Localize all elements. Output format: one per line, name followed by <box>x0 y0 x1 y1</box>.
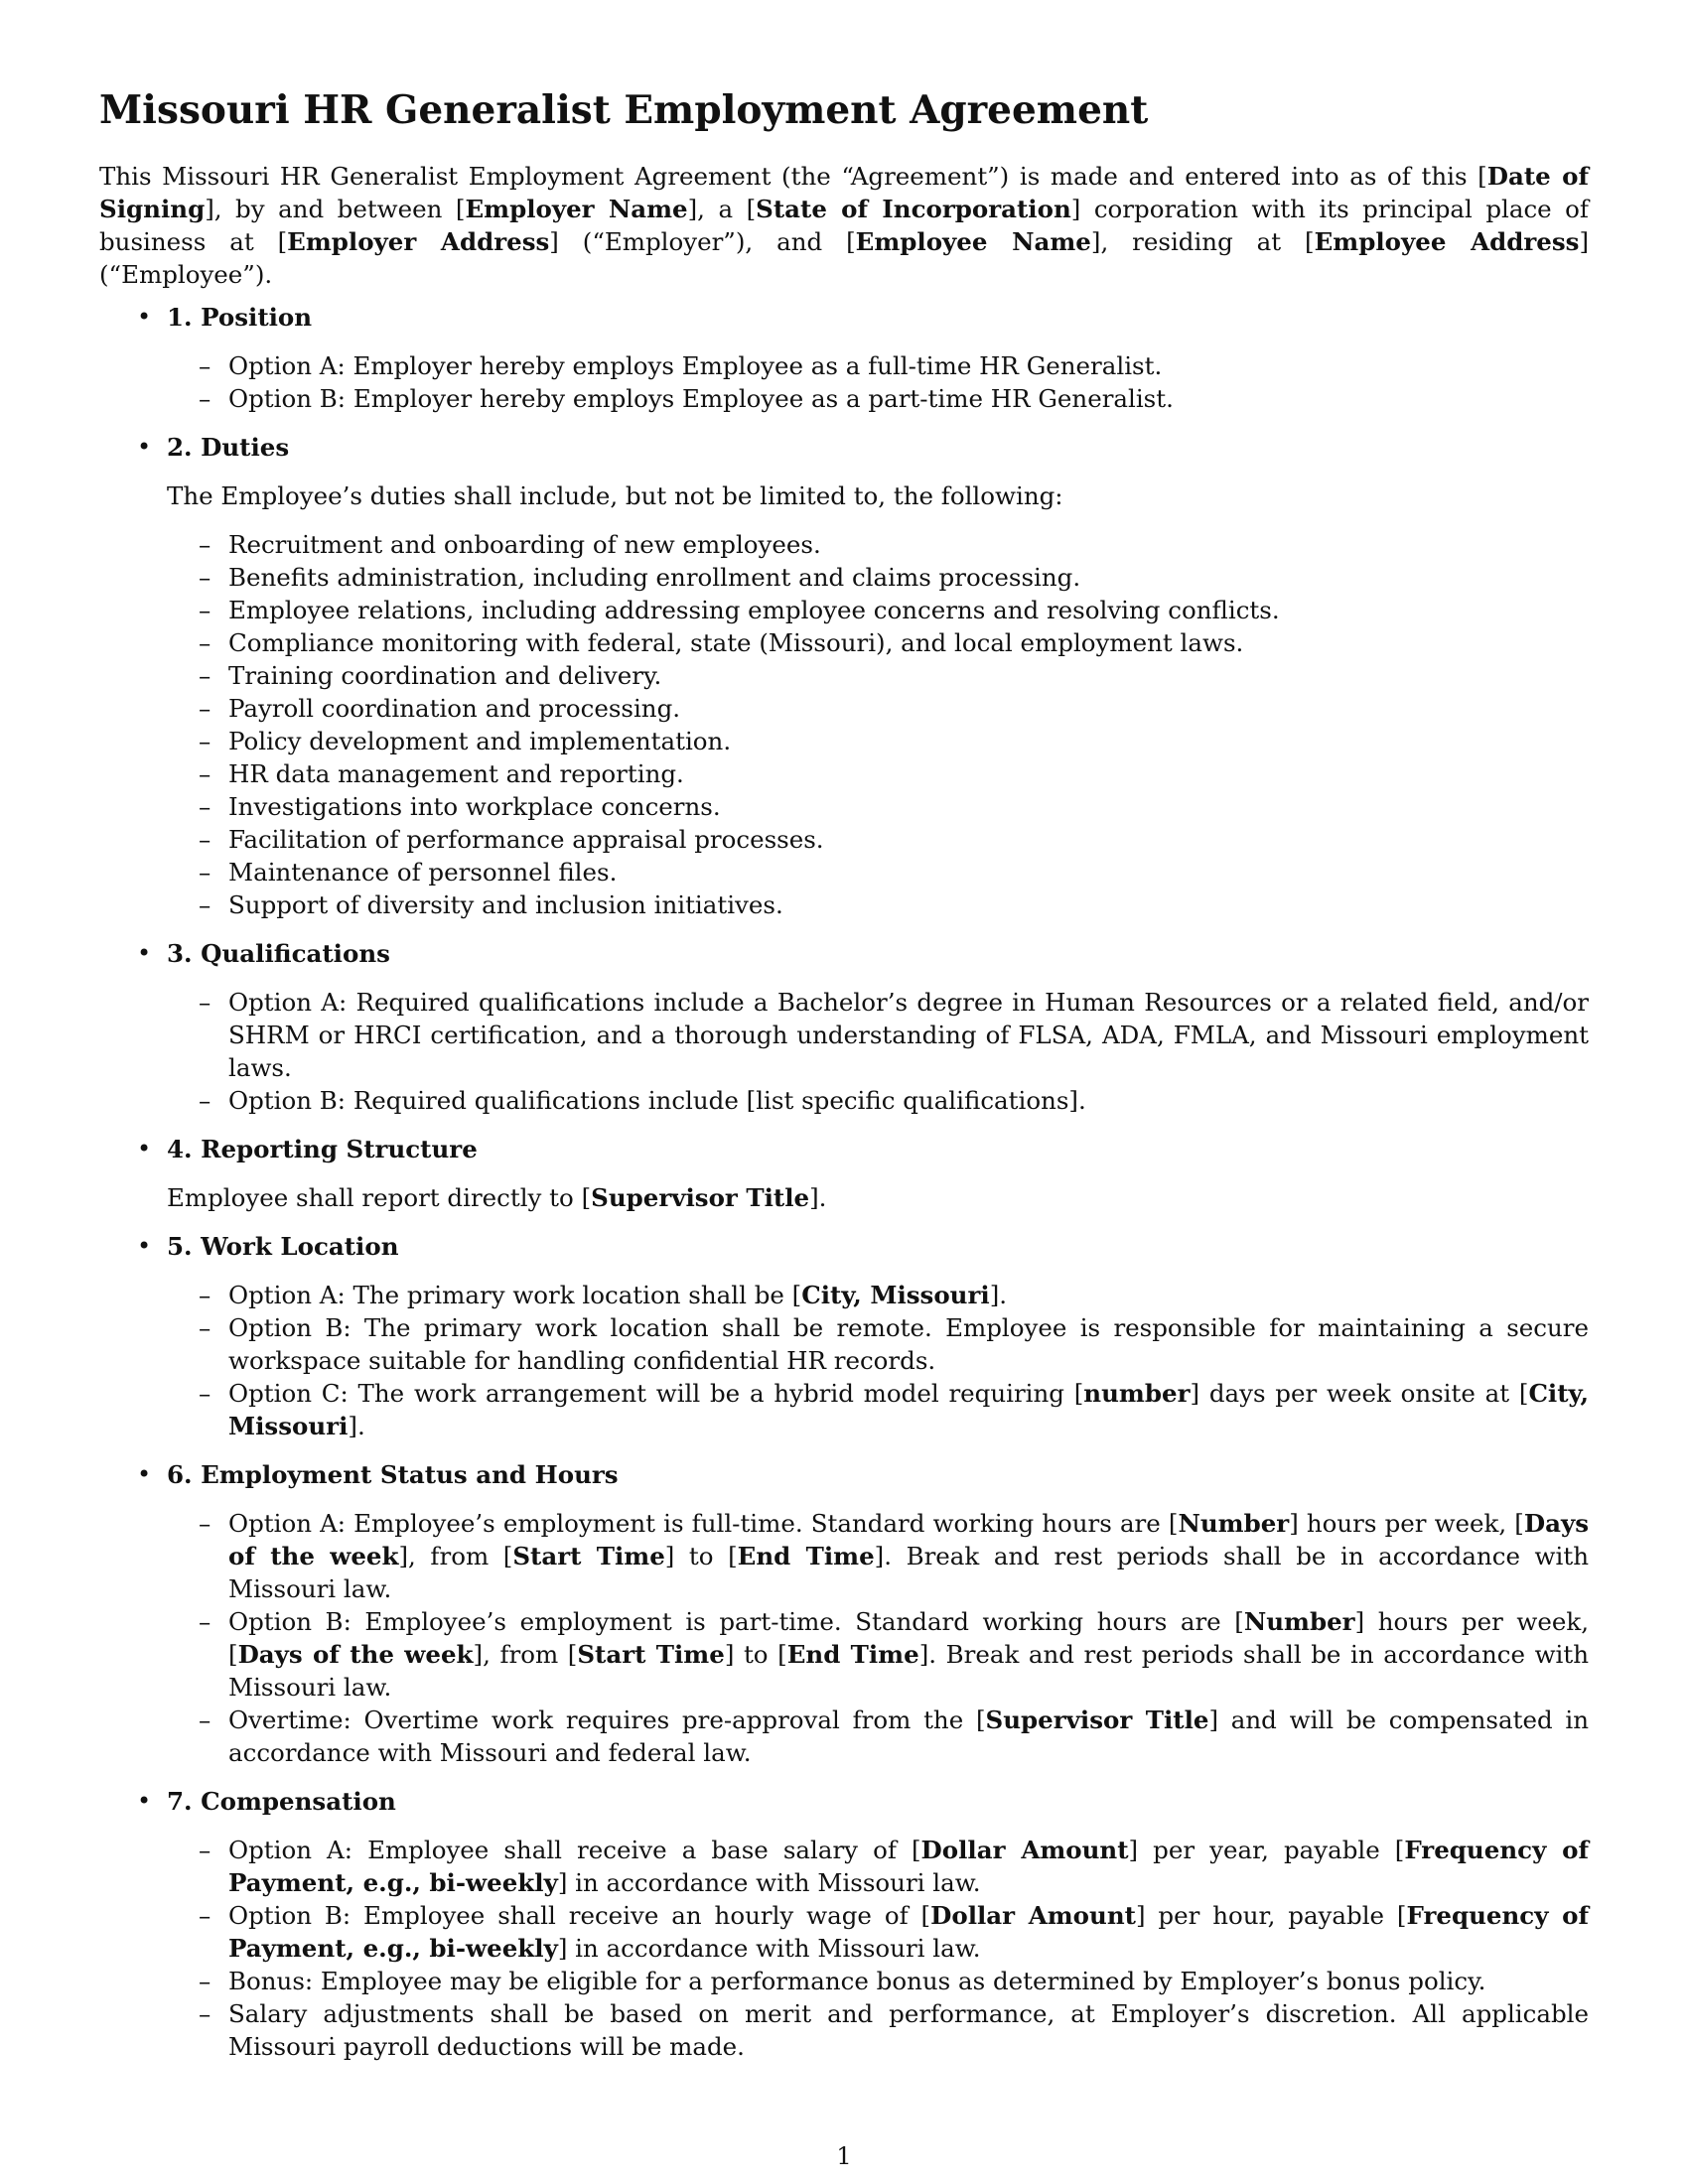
list-item <box>167 349 1589 382</box>
section <box>99 937 1589 1117</box>
text-run: ], from [ <box>473 1639 578 1669</box>
page-number: 1 <box>836 2142 852 2170</box>
text-run: ] hours per week, [ <box>1289 1508 1524 1538</box>
placeholder-field: Employer Name <box>465 194 688 223</box>
text-run: ], a [ <box>687 194 757 223</box>
dash-icon: – <box>199 987 211 1017</box>
text-run: Payroll coordination and processing. <box>228 693 681 723</box>
dash-icon: – <box>199 1280 211 1309</box>
text-run: ]. <box>348 1411 365 1440</box>
placeholder-field: Start Time <box>512 1541 665 1570</box>
dash-icon: – <box>199 1835 211 1864</box>
text-run: Option A: Employer hereby employs Employee as a full-time HR Generalist. <box>228 350 1163 380</box>
text-run: Investigations into workplace concerns. <box>228 791 721 821</box>
list-item <box>167 528 1589 561</box>
list-item <box>167 1704 1589 1769</box>
list-item <box>167 1311 1589 1377</box>
text-run: Maintenance of personnel files. <box>228 857 618 887</box>
placeholder-field: Dollar Amount <box>920 1835 1129 1864</box>
dash-icon: – <box>199 1998 211 2028</box>
sub-list <box>167 1507 1589 1769</box>
section <box>99 1133 1589 1214</box>
text-run: Benefits administration, including enrollment and claims processing. <box>228 562 1081 592</box>
placeholder-field: Start Time <box>577 1639 725 1669</box>
dash-icon: – <box>199 791 211 821</box>
dash-icon: – <box>199 562 211 592</box>
list-item <box>167 1084 1589 1117</box>
text-run: Option A: The primary work location shall be [ <box>228 1280 802 1309</box>
text-run: The Employee’s duties shall include, but not be limited to, the following: <box>167 480 1063 510</box>
placeholder-field: Dollar Amount <box>930 1900 1136 1930</box>
bullet-icon: • <box>137 1786 152 1815</box>
list-item <box>167 888 1589 921</box>
text-run: ] (“Employee”). <box>99 226 1589 289</box>
text-run: ], by and between [ <box>205 194 466 223</box>
dash-icon: – <box>199 1606 211 1636</box>
text-run: ] hours per week, [ <box>228 1606 1589 1669</box>
dash-icon: – <box>199 383 211 413</box>
text-run: ]. Break and rest periods shall be in accordance with Missouri law. <box>228 1541 1589 1603</box>
list-item <box>167 823 1589 856</box>
section <box>99 301 1589 415</box>
list-item <box>167 1899 1589 1965</box>
text-run: Policy development and implementation. <box>228 726 732 755</box>
dash-icon: – <box>199 889 211 919</box>
list-item <box>167 856 1589 888</box>
section-title: 1. Position <box>167 302 313 332</box>
section-text <box>167 1181 1589 1214</box>
placeholder-field: Number <box>1243 1606 1355 1636</box>
sub-list <box>167 528 1589 921</box>
list-item <box>167 561 1589 594</box>
dash-icon: – <box>199 350 211 380</box>
bullet-icon: • <box>137 1134 152 1162</box>
text-run: ] and will be compensated in accordance with Missouri and federal law. <box>228 1705 1590 1767</box>
section-title: 3. Qualifications <box>167 938 390 968</box>
document-page <box>99 87 1589 2079</box>
list-item <box>167 659 1589 692</box>
section <box>99 431 1589 921</box>
text-run: HR data management and reporting. <box>228 758 684 788</box>
text-run: ]. <box>989 1280 1008 1309</box>
placeholder-field: number <box>1083 1378 1191 1408</box>
list-item <box>167 1377 1589 1442</box>
section <box>99 1230 1589 1442</box>
section-title: 2. Duties <box>167 432 290 462</box>
list-item <box>167 725 1589 757</box>
placeholder-field: Employee Name <box>855 226 1091 256</box>
list-item <box>167 1605 1589 1704</box>
text-run: Compliance monitoring with federal, state (Missouri), and local employment laws. <box>228 627 1244 657</box>
placeholder-field: Frequency of Payment, e.g., bi-weekly <box>228 1835 1589 1897</box>
list-item <box>167 594 1589 626</box>
dash-icon: – <box>199 693 211 723</box>
dash-icon: – <box>199 1966 211 1995</box>
dash-icon: – <box>199 660 211 690</box>
list-item <box>167 757 1589 790</box>
section-title: 6. Employment Status and Hours <box>167 1459 619 1489</box>
text-run: ] in accordance with Missouri law. <box>557 1867 981 1897</box>
text-run: ] (“Employer”), and [ <box>549 226 856 256</box>
text-run: ]. Break and rest periods shall be in accordance with Missouri law. <box>228 1639 1590 1702</box>
list-item <box>167 790 1589 823</box>
text-run: Option C: The work arrangement will be a hybrid model requiring [ <box>228 1378 1084 1408</box>
placeholder-field: City, Missouri <box>228 1378 1589 1440</box>
text-run: Option A: Required qualifications include a Bachelor’s degree in Human Resources or a related field, and/or SHRM or HRCI certification, and a thorough understanding of FLSA, ADA, FMLA, and Missouri employment laws. <box>228 987 1589 1082</box>
sub-list <box>167 1279 1589 1442</box>
text-run: Employee relations, including addressing employee concerns and resolving conflicts. <box>228 595 1280 624</box>
sub-list <box>167 986 1589 1117</box>
text-run: Bonus: Employee may be eligible for a performance bonus as determined by Employer’s bonus policy. <box>228 1966 1486 1995</box>
bullet-icon: • <box>137 1459 152 1488</box>
text-run: Option B: Employee’s employment is part-time. Standard working hours are [ <box>228 1606 1244 1636</box>
document-title: Missouri HR Generalist Employment Agreement <box>99 87 1149 133</box>
section <box>99 1458 1589 1769</box>
text-run: ] per year, payable [ <box>1128 1835 1405 1864</box>
text-run: Training coordination and delivery. <box>228 660 662 690</box>
sections-container <box>99 301 1589 2063</box>
bullet-icon: • <box>137 432 152 461</box>
list-item <box>167 692 1589 725</box>
placeholder-field: Employee Address <box>1314 226 1580 256</box>
text-run: Option B: Employee shall receive an hourly wage of [ <box>228 1900 931 1930</box>
placeholder-field: Supervisor Title <box>591 1182 810 1212</box>
dash-icon: – <box>199 529 211 559</box>
section-title: 7. Compensation <box>167 1786 396 1816</box>
list-item <box>167 1834 1589 1899</box>
list-item <box>167 1965 1589 1997</box>
text-run: Option B: Required qualifications include [list specific qualifications]. <box>228 1085 1086 1115</box>
text-run: Option A: Employee shall receive a base salary of [ <box>228 1835 921 1864</box>
text-run: ] in accordance with Missouri law. <box>557 1933 981 1963</box>
dash-icon: – <box>199 627 211 657</box>
text-run: ]. <box>809 1182 827 1212</box>
dash-icon: – <box>199 1508 211 1538</box>
placeholder-field: Frequency of Payment, e.g., bi-weekly <box>228 1900 1589 1963</box>
text-run: This Missouri HR Generalist Employment Agreement (the “Agreement”) is made and entered into as of this [ <box>99 161 1487 191</box>
dash-icon: – <box>199 1085 211 1115</box>
list-item <box>167 1507 1589 1605</box>
text-run: ] per hour, payable [ <box>1135 1900 1407 1930</box>
text-run: Salary adjustments shall be based on merit and performance, at Employer’s discretion. All applicable Missouri payroll deductions will be made. <box>228 1998 1589 2061</box>
section <box>99 1785 1589 2063</box>
text-run: ], from [ <box>398 1541 513 1570</box>
section-title: 4. Reporting Structure <box>167 1134 478 1163</box>
text-run: ] corporation with its principal place of business at [ <box>99 194 1590 256</box>
placeholder-field: State of Incorporation <box>756 194 1071 223</box>
dash-icon: – <box>199 726 211 755</box>
dash-icon: – <box>199 758 211 788</box>
placeholder-field: Days of the week <box>237 1639 474 1669</box>
dash-icon: – <box>199 1378 211 1408</box>
list-item <box>167 382 1589 415</box>
text-run: Facilitation of performance appraisal processes. <box>228 824 824 854</box>
sub-list <box>167 349 1589 415</box>
section-title: 5. Work Location <box>167 1231 399 1261</box>
text-run: ] to [ <box>664 1541 738 1570</box>
bullet-icon: • <box>137 302 152 331</box>
placeholder-field: Supervisor Title <box>985 1705 1209 1734</box>
dash-icon: – <box>199 857 211 887</box>
list-item <box>167 1279 1589 1311</box>
placeholder-field: Employer Address <box>287 226 550 256</box>
placeholder-field: End Time <box>786 1639 919 1669</box>
dash-icon: – <box>199 1705 211 1734</box>
text-run: Recruitment and onboarding of new employees. <box>228 529 821 559</box>
placeholder-field: Date of Signing <box>99 161 1589 223</box>
sub-list <box>167 1834 1589 2063</box>
text-run: Option B: The primary work location shall be remote. Employee is responsible for maintaining a secure workspace suitable for handling confidential HR records. <box>228 1312 1589 1375</box>
placeholder-field: Number <box>1178 1508 1290 1538</box>
text-run: Employee shall report directly to [ <box>167 1182 592 1212</box>
text-run: Option A: Employee’s employment is full-time. Standard working hours are [ <box>228 1508 1179 1538</box>
list-item <box>167 1997 1589 2063</box>
placeholder-field: City, Missouri <box>801 1280 990 1309</box>
bullet-icon: • <box>137 938 152 967</box>
placeholder-field: End Time <box>737 1541 875 1570</box>
dash-icon: – <box>199 1312 211 1342</box>
list-item <box>167 986 1589 1084</box>
intro-paragraph <box>99 160 1589 291</box>
text-run: Overtime: Overtime work requires pre-approval from the [ <box>228 1705 986 1734</box>
text-run: ], residing at [ <box>1090 226 1315 256</box>
text-run: ] to [ <box>724 1639 787 1669</box>
section-text <box>167 479 1589 512</box>
placeholder-field: Days of the week <box>228 1508 1589 1570</box>
text-run: ] days per week onsite at [ <box>1190 1378 1529 1408</box>
dash-icon: – <box>199 824 211 854</box>
bullet-icon: • <box>137 1231 152 1260</box>
list-item <box>167 626 1589 659</box>
dash-icon: – <box>199 1900 211 1930</box>
text-run: Option B: Employer hereby employs Employee as a part-time HR Generalist. <box>228 383 1174 413</box>
dash-icon: – <box>199 595 211 624</box>
text-run: Support of diversity and inclusion initiatives. <box>228 889 783 919</box>
